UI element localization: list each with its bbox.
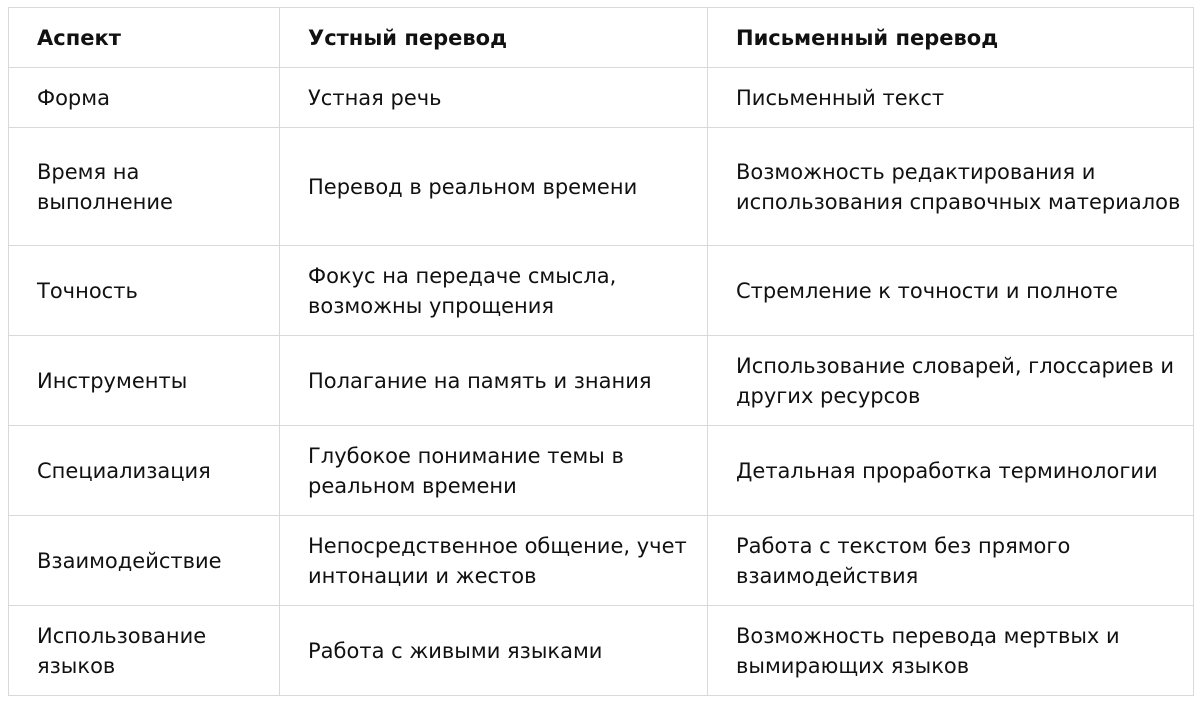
table-row — [9, 128, 1194, 246]
table-row — [9, 516, 1194, 606]
table-row — [9, 246, 1194, 336]
cell-aspect: Инструменты — [9, 336, 280, 426]
cell-aspect: Точность — [9, 246, 280, 336]
cell-oral: Фокус на передаче смысла, возможны упрощения — [280, 246, 708, 336]
cell-written: Использование словарей, глоссариев и других ресурсов — [708, 336, 1194, 426]
table-row — [9, 336, 1194, 426]
cell-aspect: Форма — [9, 68, 280, 128]
cell-written: Стремление к точности и полноте — [708, 246, 1194, 336]
table-row — [9, 606, 1194, 696]
table-row — [9, 68, 1194, 128]
cell-oral: Полагание на память и знания — [280, 336, 708, 426]
cell-aspect: Специализация — [9, 426, 280, 516]
cell-aspect: Использование языков — [9, 606, 280, 696]
header-aspect: Аспект — [9, 8, 280, 68]
cell-written: Возможность редактирования и использования справочных материалов — [708, 128, 1194, 246]
table-header-row — [9, 8, 1194, 68]
cell-aspect: Взаимодействие — [9, 516, 280, 606]
cell-written: Детальная проработка терминологии — [708, 426, 1194, 516]
comparison-table-container — [8, 7, 1193, 696]
header-oral-translation: Устный перевод — [280, 8, 708, 68]
header-written-translation: Письменный перевод — [708, 8, 1194, 68]
cell-written: Возможность перевода мертвых и вымирающих языков — [708, 606, 1194, 696]
cell-written: Письменный текст — [708, 68, 1194, 128]
cell-oral: Перевод в реальном времени — [280, 128, 708, 246]
table-row — [9, 426, 1194, 516]
comparison-table — [8, 7, 1194, 696]
cell-oral: Глубокое понимание темы в реальном времени — [280, 426, 708, 516]
cell-oral: Работа с живыми языками — [280, 606, 708, 696]
cell-oral: Устная речь — [280, 68, 708, 128]
cell-aspect: Время на выполнение — [9, 128, 280, 246]
cell-oral: Непосредственное общение, учет интонации и жестов — [280, 516, 708, 606]
cell-written: Работа с текстом без прямого взаимодействия — [708, 516, 1194, 606]
